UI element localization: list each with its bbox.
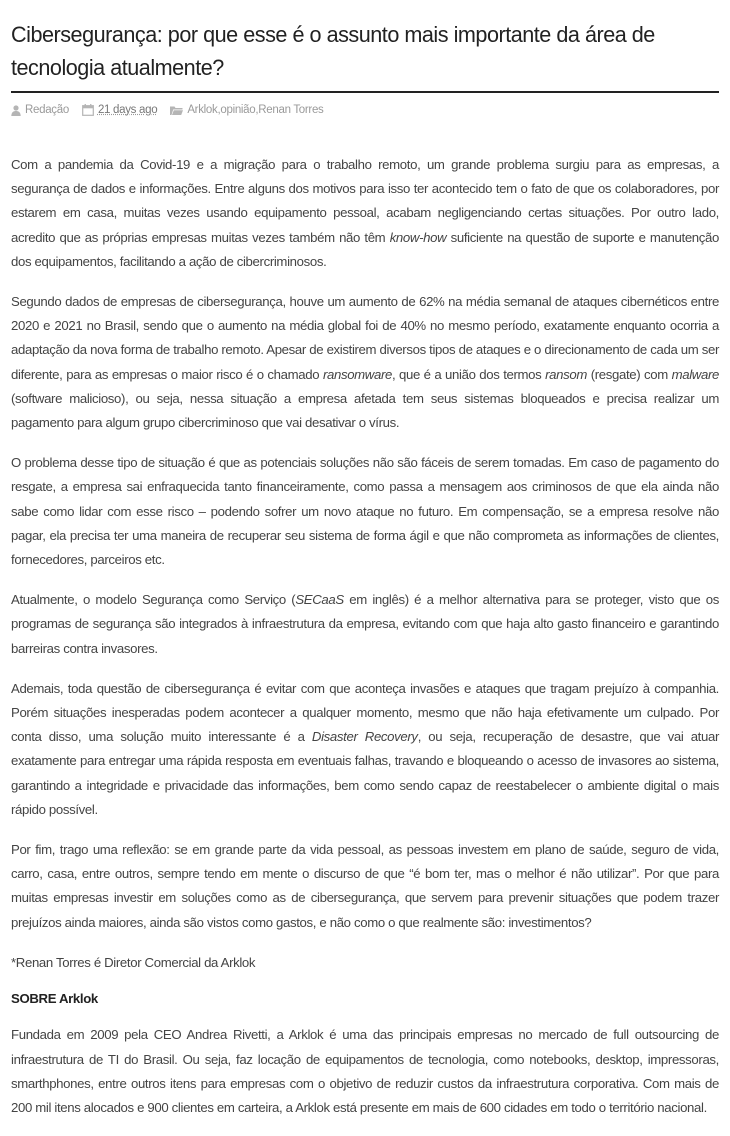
post-categories [170, 104, 323, 116]
emphasis: ransom [545, 366, 587, 382]
author-link[interactable]: Redação [25, 104, 69, 116]
post-author [11, 104, 69, 116]
emphasis: Disaster Recovery [311, 729, 418, 745]
paragraph: Fundada em 2009 pela CEO Andrea Rivetti, a Arklok é uma das principais empresas no mercado de full outsourcing de infraestrutura de TI do Brasil. Ou seja, faz locação de equipamentos de tecnologia, como notebooks, desktop, impressoras, smarthphones, entre outros itens para empresas com o objetivo de reduzir custos da infraestrutura corporativa. Com mais de 200 mil itens alocados e 900 clientes em carteira, a Arklok está presente em mais de 600 cidades em todo o território nacional. [11, 1027, 719, 1115]
emphasis: ransomware [322, 366, 392, 382]
section-heading: SOBRE Arklok [11, 991, 98, 1007]
category-separator: , [217, 104, 221, 116]
post-date [82, 104, 157, 116]
paragraph: Atualmente, o modelo Segurança como Serviço (SECaaS em inglês) é a melhor alternativa para se proteger, visto que os programas de segurança são integrados à infraestrutura da empresa, evitando com que haja alto gasto financeiro e garantindo barreiras contra invasores. [11, 592, 719, 656]
paragraph: O problema desse tipo de situação é que as potenciais soluções não são fáceis de serem tomadas. Em caso de pagamento do resgate, a empresa sai enfraquecida tanto financeiramente, como passa a mensagem aos criminosos de que ela ainda não sabe como lidar com esse risco – podendo sofrer um novo ataque no futuro. Em compensação, se a empresa resolve não pagar, ela precisa ter uma maneira de recuperar seu sistema de forma ágil e que não comprometa as informações de clientes, fornecedores, parceiros etc. [11, 455, 719, 568]
article-title: Cibersegurança: por que esse é o assunto mais importante da área de tecnologia atualmente? [11, 22, 655, 80]
post-meta [11, 101, 719, 119]
paragraph: Ademais, toda questão de cibersegurança é evitar com que aconteça invasões e ataques que tragam prejuízo à companhia. Porém situações inesperadas podem acontecer a qualquer momento, mesmo que não haja efetivamente um culpado. Por conta disso, uma solução muito interessante é a Disaster Recovery, ou seja, recuperação de desastre, que vai atuar exatamente para entregar uma rápida resposta em eventuais falhas, travando e bloqueando o acesso de invasores ao sistema, garantindo a integridade e privacidade das informações, bem como sendo capaz de reestabelecer o ambiente digital o mais rápido possível. [11, 680, 720, 817]
emphasis: SECaaS [295, 592, 344, 608]
author-note: *Renan Torres é Diretor Comercial da Arklok [11, 954, 256, 970]
category-link-renan-torres[interactable]: Renan Torres [258, 104, 324, 116]
article-body [11, 153, 719, 1120]
emphasis: malware [671, 366, 719, 382]
category-link-opiniao[interactable]: opinião [220, 104, 256, 116]
folder-icon [170, 105, 183, 116]
article [11, 0, 719, 1136]
emphasis: know-how [389, 229, 447, 245]
calendar-icon [82, 104, 94, 116]
paragraph: Segundo dados de empresas de cibersegurança, houve um aumento de 62% na média semanal de ataques cibernéticos entre 2020 e 2021 no Brasil, sendo que o aumento na média global foi de 40% no mesmo período, exatamente enquanto ocorria a adaptação da nova forma de trabalho remoto. Apesar de existirem diversos tipos de ataques e o direcionamento de cada um ser diferente, para as empresas o maior risco é o chamado ransomware, que é a união dos termos ransom (resgate) com malware (software malicioso), ou seja, nessa situação a empresa afetada tem seus sistemas bloqueados e precisa realizar um pagamento para algum grupo cibercriminoso que vai desativar o vírus. [11, 294, 719, 431]
paragraph: Por fim, trago uma reflexão: se em grande parte da vida pessoal, as pessoas investem em plano de saúde, seguro de vida, carro, casa, entre outros, sempre tendo em mente o discurso de que “é bom ter, mas o melhor é não utilizar”. Por que para muitas empresas investir em soluções como as de cibersegurança, que servem para prevenir situações que podem trazer prejuízos ainda maiores, ainda são vistos como gastos, e não como o que realmente são: investimentos? [11, 842, 719, 930]
title-divider [11, 91, 719, 93]
category-separator: , [255, 104, 259, 116]
paragraph: Com a pandemia da Covid-19 e a migração para o trabalho remoto, um grande problema surgiu para as empresas, a segurança de dados e informações. Entre alguns dos motivos para isso ter acontecido tem o fato de que os colaboradores, por estarem em casa, muitas vezes usando equipamento pessoal, acabam negligenciando certas situações. Por outro lado, acredito que as próprias empresas muitas vezes também não têm know-how suficiente na questão de suporte e manutenção dos equipamentos, facilitando a ação de cibercriminosos. [11, 157, 719, 269]
category-link-arklok[interactable]: Arklok [187, 104, 218, 116]
date-text: 21 days ago [97, 104, 158, 116]
user-icon [11, 105, 21, 116]
